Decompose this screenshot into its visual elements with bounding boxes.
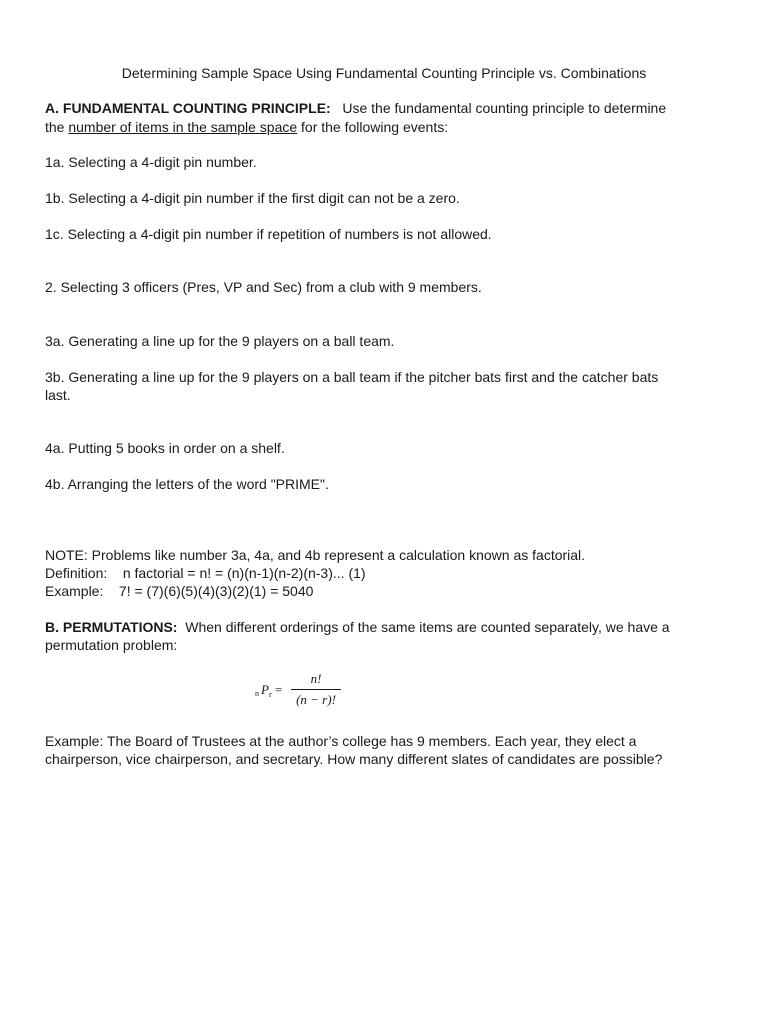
formula-post-subscript: r <box>268 690 272 699</box>
formula-symbol: P <box>261 682 269 697</box>
section-a-intro-line <box>45 99 666 117</box>
section-a-intro-prefix: the <box>45 119 69 135</box>
problem-1a: 1a. Selecting a 4-digit pin number. <box>45 154 257 170</box>
problem-1b: 1b. Selecting a 4-digit pin number if the first digit can not be a zero. <box>45 190 460 206</box>
problem-3b-line-1: 3b. Generating a line up for the 9 players on a ball team if the pitcher bats first and the catcher bats <box>45 369 659 385</box>
formula-fraction <box>291 671 341 708</box>
section-a-intro-text: Use the fundamental counting principle to determine <box>330 100 667 116</box>
sample-space-underlined: number of items in the sample space <box>68 119 298 135</box>
page-title: Determining Sample Space Using Fundamental Counting Principle vs. Combinations <box>121 65 647 81</box>
example-line-1: Example: The Board of Trustees at the author’s college has 9 members. Each year, they elect a <box>45 733 637 749</box>
note-line-1: NOTE: Problems like number 3a, 4a, and 4b represent a calculation known as factorial. <box>45 547 586 563</box>
section-b-heading: B. PERMUTATIONS: <box>45 619 178 635</box>
formula-lhs <box>255 682 282 699</box>
section-a-intro-line-2 <box>45 118 448 136</box>
problem-1c: 1c. Selecting a 4-digit pin number if repetition of numbers is not allowed. <box>45 226 492 242</box>
note-example: Example: 7! = (7)(6)(5)(4)(3)(2)(1) = 5040 <box>45 583 314 599</box>
problem-2: 2. Selecting 3 officers (Pres, VP and Sec) from a club with 9 members. <box>45 279 482 295</box>
note-definition: Definition: n factorial = n! = (n)(n-1)(n-2)(n-3)... (1) <box>45 565 366 581</box>
section-b-line-1 <box>45 618 670 636</box>
formula-numerator: n! <box>291 671 341 690</box>
example-line-2: chairperson, vice chairperson, and secretary. How many different slates of candidates are possible? <box>45 751 663 767</box>
section-b-text: When different orderings of the same items are counted separately, we have a <box>177 619 670 635</box>
problem-4a: 4a. Putting 5 books in order on a shelf. <box>45 440 285 456</box>
section-a-heading: A. FUNDAMENTAL COUNTING PRINCIPLE: <box>45 100 331 116</box>
formula-equals: = <box>271 682 283 697</box>
permutation-formula <box>255 671 365 715</box>
formula-denominator: (n − r)! <box>296 692 336 707</box>
formula-pre-subscript: n <box>255 689 259 698</box>
section-a-intro-suffix: for the following events: <box>297 119 449 135</box>
problem-3a: 3a. Generating a line up for the 9 players on a ball team. <box>45 333 395 349</box>
section-b-line-2: permutation problem: <box>45 637 178 653</box>
problem-4b: 4b. Arranging the letters of the word "PRIME". <box>45 476 329 492</box>
problem-3b-line-2: last. <box>45 387 71 403</box>
